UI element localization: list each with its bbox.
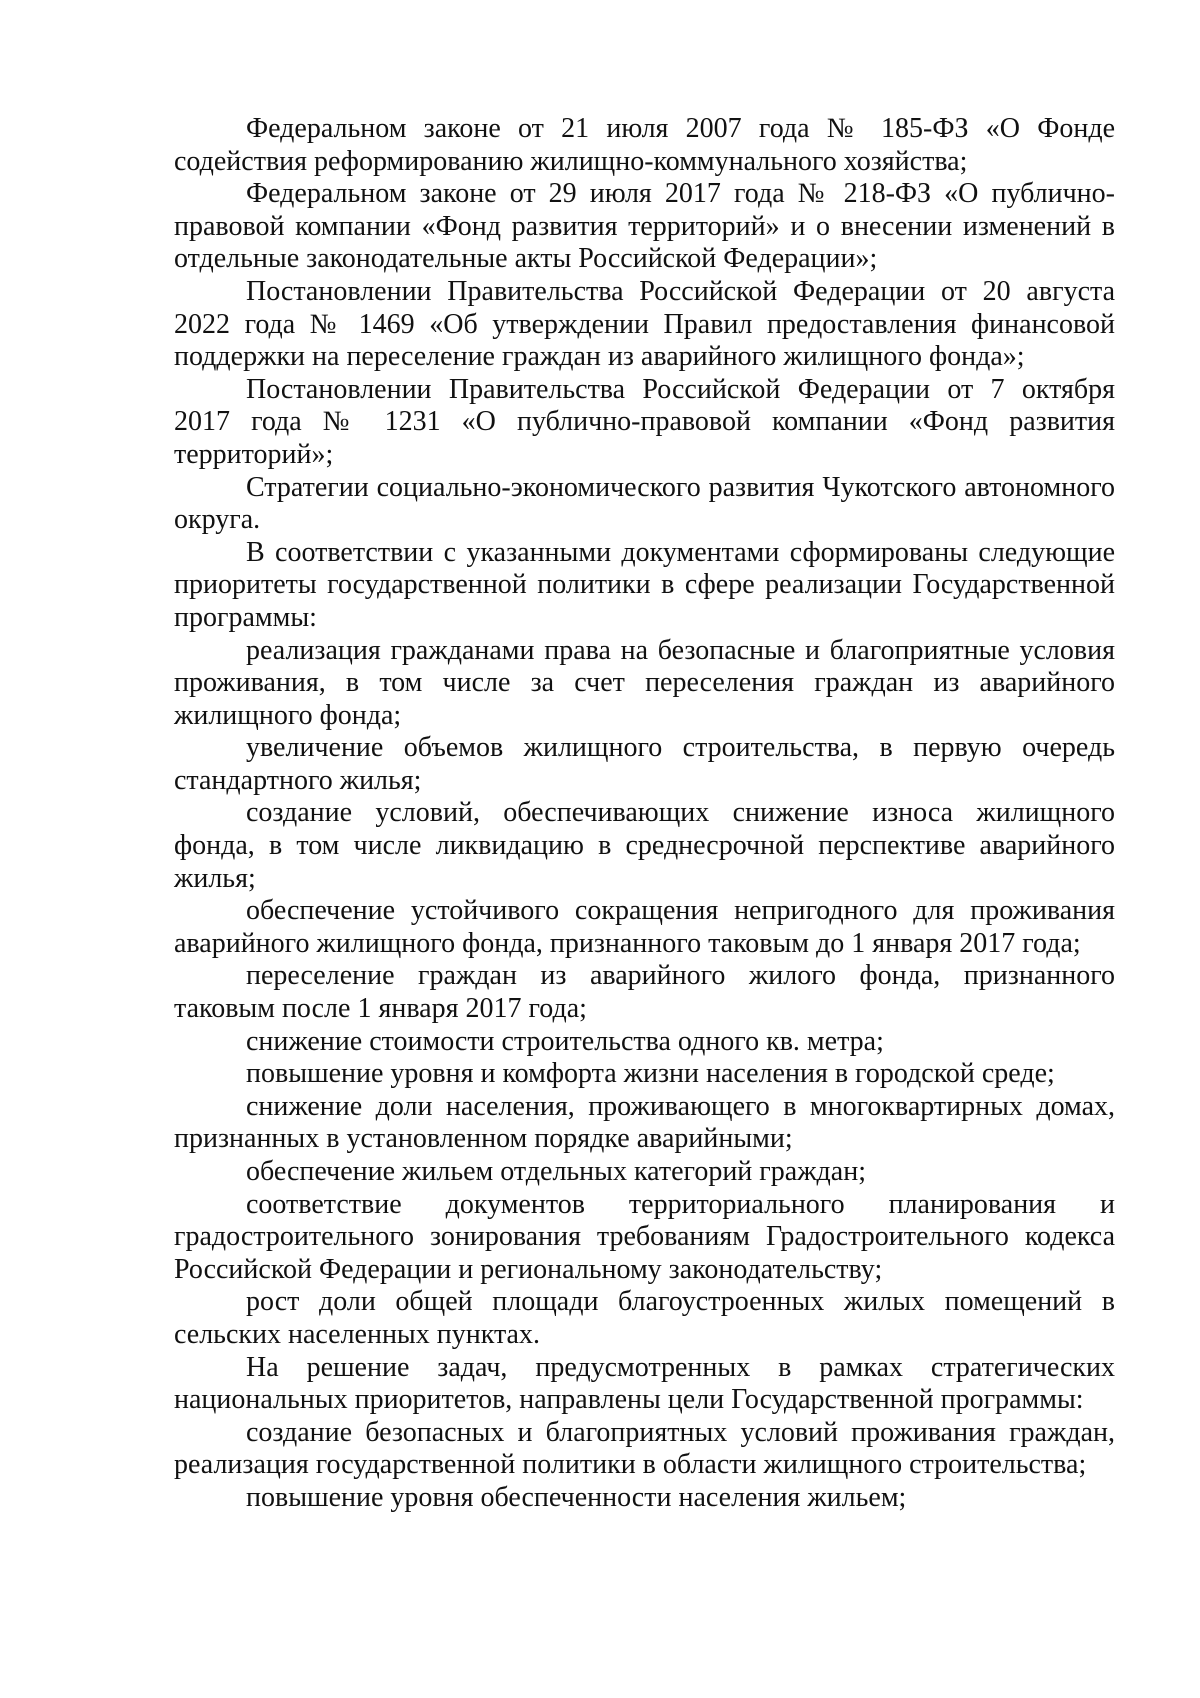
paragraph-strategy: Стратегии социально-экономического развития Чукотского автономного округа.: [174, 471, 1115, 536]
priority-item: реализация гражданами права на безопасные и благоприятные условия проживания, в том числе за счет переселения граждан из аварийного жилищного фонда;: [174, 634, 1115, 731]
priority-item: снижение стоимости строительства одного кв. метра;: [246, 1025, 884, 1057]
goal-item: создание безопасных и благоприятных условий проживания граждан, реализация государственной политики в области жилищного строительства;: [174, 1416, 1115, 1481]
priority-item: повышение уровня и комфорта жизни населения в городской среде;: [246, 1058, 1055, 1090]
paragraph-resolution-1469: Постановлении Правительства Российской Федерации от 20 августа 2022 года № 1469 «Об утверждении Правил предоставления финансовой поддержки на переселение граждан из аварийного жилищного фонда»;: [174, 275, 1115, 373]
priority-item: увеличение объемов жилищного строительства, в первую очередь стандартного жилья;: [174, 732, 1115, 796]
goal-item: повышение уровня обеспеченности населения жильем;: [246, 1481, 907, 1513]
priority-item: рост доли общей площади благоустроенных жилых помещений в сельских населенных пунктах.: [174, 1286, 1115, 1350]
priority-item: снижение доли населения, проживающего в многоквартирных домах, признанных в установленном порядке аварийными;: [174, 1090, 1115, 1155]
priority-item: создание условий, обеспечивающих снижение износа жилищного фонда, в том числе ликвидацию в среднесрочной перспективе аварийного жилья;: [174, 797, 1115, 894]
document-body: [174, 113, 1115, 1515]
priority-item: переселение граждан из аварийного жилого фонда, признанного таковым после 1 января 2017 года;: [174, 960, 1115, 1025]
paragraph-law-185-fz: Федеральном законе от 21 июля 2007 года № 185-ФЗ «О Фонде содействия реформированию жилищно-коммунального хозяйства;: [174, 113, 1115, 177]
paragraph-resolution-1231: Постановлении Правительства Российской Федерации от 7 октября 2017 года № 1231 «О публично-правовой компании «Фонд развития территорий»;: [174, 373, 1115, 470]
paragraph-goals-intro: На решение задач, предусмотренных в рамках стратегических национальных приоритетов, направлены цели Государственной программы:: [174, 1351, 1115, 1416]
paragraph-law-218-fz: Федеральном законе от 29 июля 2017 года № 218-ФЗ «О публично-правовой компании «Фонд развития территорий» и о внесении изменений в отдельные законодательные акты Российской Федерации»;: [174, 178, 1115, 275]
priority-item: обеспечение жильем отдельных категорий граждан;: [246, 1156, 866, 1187]
priority-item: обеспечение устойчивого сокращения непригодного для проживания аварийного жилищного фонда, признанного таковым до 1 января 2017 года;: [174, 895, 1115, 959]
paragraph-priorities-intro: В соответствии с указанными документами сформированы следующие приоритеты государственной политики в сфере реализации Государственной программы:: [174, 536, 1115, 633]
priority-item: соответствие документов территориального планирования и градостроительного зонирования требованиям Градостроительного кодекса Российской Федерации и региональному законодательству;: [174, 1188, 1115, 1285]
